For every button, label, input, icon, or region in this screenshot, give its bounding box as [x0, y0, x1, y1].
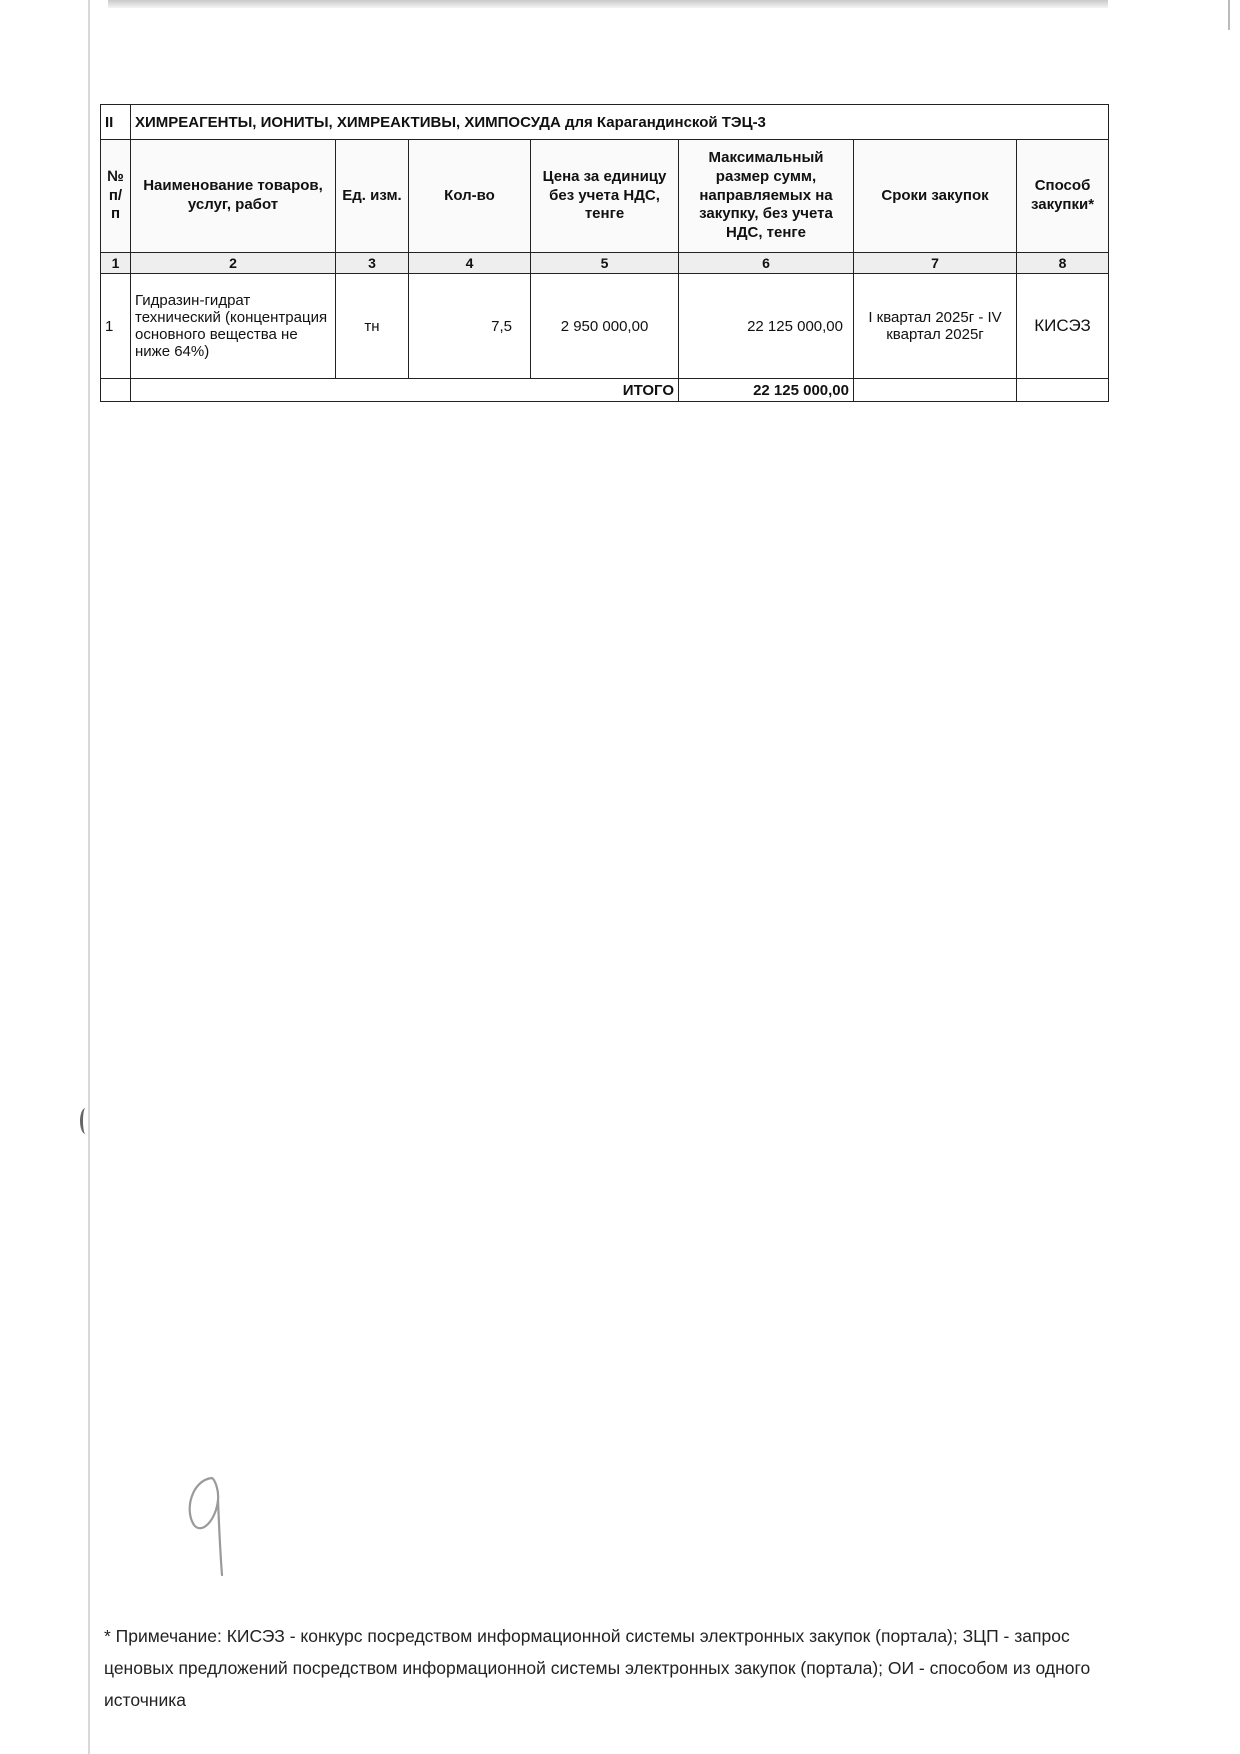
- col-header-price: Цена за единицу без учета НДС, тенге: [531, 140, 679, 253]
- procurement-table: [100, 104, 1109, 402]
- column-index-row: [101, 253, 1109, 274]
- punch-hole-mark: [80, 1108, 91, 1134]
- total-empty-cell: [101, 379, 131, 402]
- row-price: 2 950 000,00: [531, 274, 679, 379]
- col-index: 1: [101, 253, 131, 274]
- col-header-period: Сроки закупок: [854, 140, 1017, 253]
- total-empty-cell: [854, 379, 1017, 402]
- col-header-method: Способ закупки*: [1017, 140, 1109, 253]
- col-index: 2: [131, 253, 336, 274]
- col-header-num: № п/п: [101, 140, 131, 253]
- col-header-name: Наименование товаров, услуг, работ: [131, 140, 336, 253]
- row-method: КИСЭЗ: [1017, 274, 1109, 379]
- section-title: ХИМРЕАГЕНТЫ, ИОНИТЫ, ХИМРЕАКТИВЫ, ХИМПОСУДА для Карагандинской ТЭЦ-3: [131, 105, 1109, 140]
- total-value: 22 125 000,00: [679, 379, 854, 402]
- col-index: 4: [409, 253, 531, 274]
- scan-edge-left: [88, 0, 90, 1754]
- col-header-qty: Кол-во: [409, 140, 531, 253]
- row-unit: тн: [336, 274, 409, 379]
- row-period: I квартал 2025г - IV квартал 2025г: [854, 274, 1017, 379]
- row-max-sum: 22 125 000,00: [679, 274, 854, 379]
- total-empty-cell: [1017, 379, 1109, 402]
- table-row: [101, 274, 1109, 379]
- total-row: [101, 379, 1109, 402]
- col-index: 8: [1017, 253, 1109, 274]
- col-index: 3: [336, 253, 409, 274]
- pencil-signature-mark: [182, 1470, 242, 1580]
- col-header-unit: Ед. изм.: [336, 140, 409, 253]
- total-label: ИТОГО: [131, 379, 679, 402]
- row-qty: 7,5: [409, 274, 531, 379]
- scan-edge-right: [1228, 0, 1230, 30]
- col-index: 5: [531, 253, 679, 274]
- section-number: II: [101, 105, 131, 140]
- section-header-row: [101, 105, 1109, 140]
- column-header-row: [101, 140, 1109, 253]
- footnote-text: * Примечание: КИСЭЗ - конкурс посредством информационной системы электронных закупок (портала); ЗЦП - запрос ценовых предложений посредством информационной системы электронных закупок (портала); ОИ - способом из одного источника: [104, 1626, 1091, 1710]
- col-header-max-sum: Максимальный размер сумм, направляемых на закупку, без учета НДС, тенге: [679, 140, 854, 253]
- row-num: 1: [101, 274, 131, 379]
- row-name: Гидразин-гидрат технический (концентрация основного вещества не ниже 64%): [131, 274, 336, 379]
- scan-edge-top: [108, 0, 1108, 8]
- col-index: 7: [854, 253, 1017, 274]
- col-index: 6: [679, 253, 854, 274]
